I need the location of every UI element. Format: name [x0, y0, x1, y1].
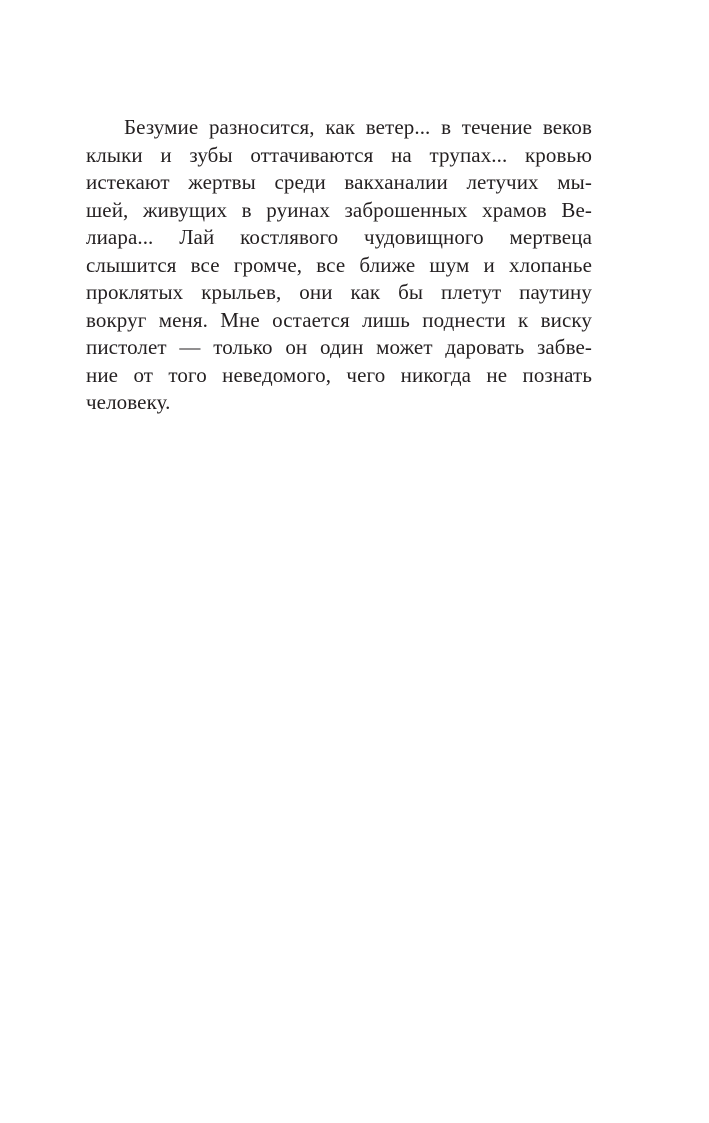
- text-line: вокруг меня. Мне остается лишь поднести к виску: [86, 307, 592, 332]
- text-line: человеку.: [86, 390, 171, 414]
- text-line: Безумие разносится, как ветер... в течение веков: [124, 115, 592, 139]
- text-line: ние от того неведомого, чего никогда не познать: [86, 362, 592, 387]
- text-line: лиара... Лай костлявого чудовищного мертвеца: [86, 225, 592, 249]
- body-paragraph: [86, 114, 592, 417]
- text-line: истекают жертвы среди вакханалии летучих мы-: [86, 170, 592, 194]
- text-line: шей, живущих в руинах заброшенных храмов Ве-: [86, 197, 592, 222]
- text-line: слышится все громче, все ближе шум и хлопанье: [86, 252, 592, 277]
- text-line: клыки и зубы оттачиваются на трупах... кровью: [86, 142, 592, 167]
- text-line: проклятых крыльев, они как бы плетут паутину: [86, 280, 592, 304]
- text-line: пистолет — только он один может даровать забве-: [86, 335, 592, 359]
